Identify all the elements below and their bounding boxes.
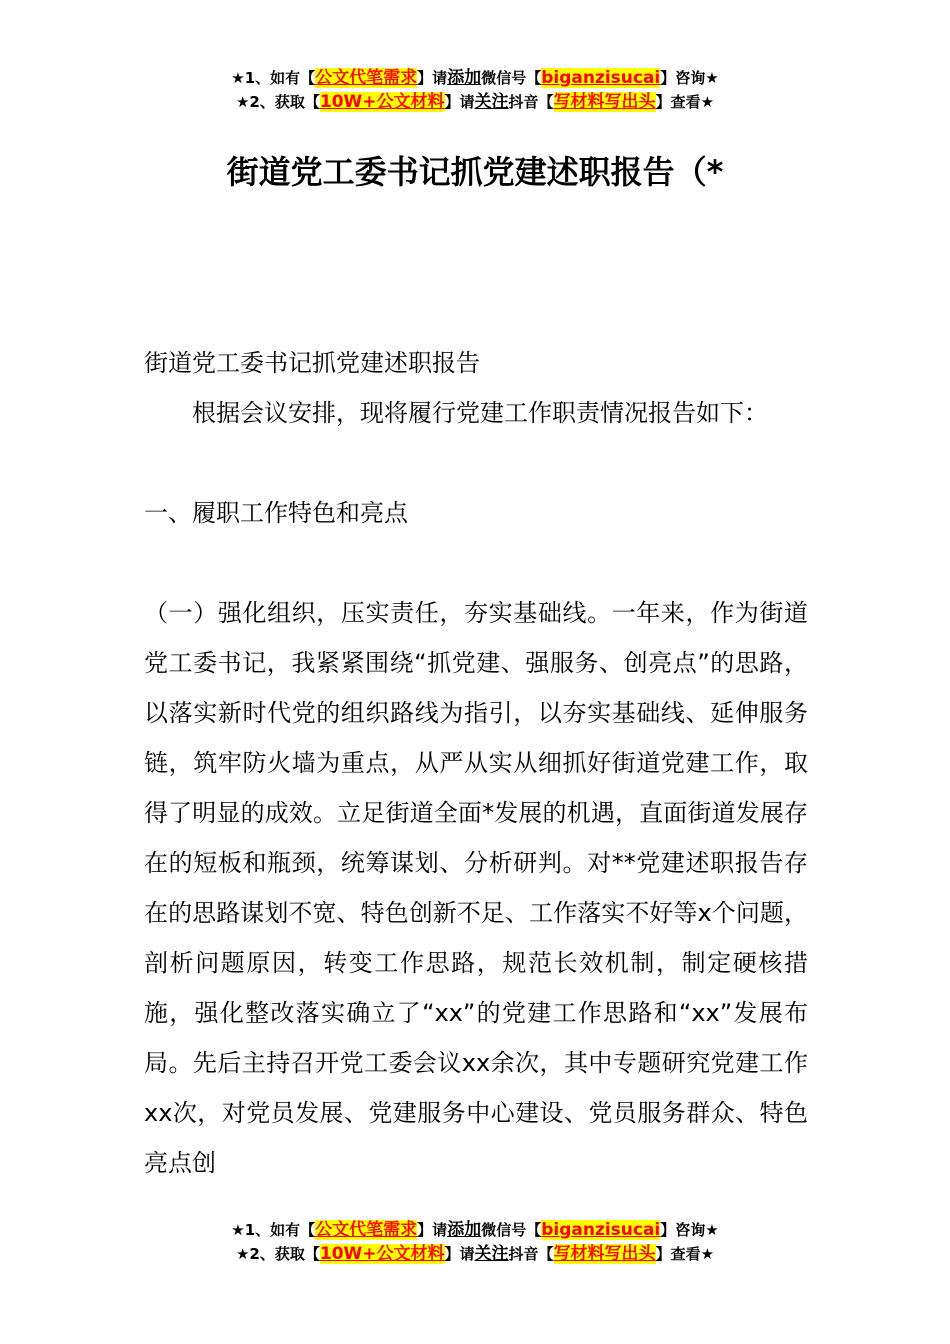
banner-douyin-name: 写材料写出头 xyxy=(553,92,656,112)
section-heading: 一、履职工作特色和亮点 xyxy=(144,499,408,527)
header-banner xyxy=(0,66,950,114)
banner-wechat-id: biganzisucai xyxy=(541,1220,661,1240)
banner-text: 】查看★ xyxy=(655,93,715,111)
banner-text: 】查看★ xyxy=(655,1245,715,1263)
banner-emphasis: 关注 xyxy=(474,92,509,112)
banner-highlight: 公文代笔需求 xyxy=(315,1220,418,1240)
banner-text: 】咨询★ xyxy=(660,69,719,87)
footer-banner-line-2 xyxy=(0,1242,950,1266)
banner-text: ★2、获取【 xyxy=(235,1245,320,1263)
banner-text: 】咨询★ xyxy=(660,1221,719,1239)
banner-text: 抖音【 xyxy=(508,93,554,111)
banner-emphasis: 添加 xyxy=(447,68,482,88)
banner-emphasis: 添加 xyxy=(447,1220,482,1240)
banner-text: 】请 xyxy=(417,69,448,87)
body-paragraph: （一）强化组织，压实责任，夯实基础线。一年来，作为街道党工委书记，我紧紧围绕“抓党建、强服务、创亮点”的思路，以落实新时代党的组织路线为指引，以夯实基础线、延伸服务链，筑牢防火墙为重点，从严从实从细抓好街道党建工作，取得了明显的成效。立足街道全面*发展的机遇，直面街道发展存在的短板和瓶颈，统筹谋划、分析研判。对**党建述职报告存在的思路谋划不宽、特色创新不足、工作落实不好等x个问题，剖析问题原因，转变工作思路，规范长效机制，制定硬核措施，强化整改落实确立了“xx”的党建工作思路和“xx”发展布局。先后主持召开党工委会议xx余次，其中专题研究党建工作xx次，对党员发展、党建服务中心建设、党员服务群众、特色亮点创 xyxy=(144,599,808,1177)
banner-text: 微信号【 xyxy=(481,1221,542,1239)
header-banner-line-2 xyxy=(0,90,950,114)
banner-highlight: 10W+公文材料 xyxy=(319,92,445,112)
footer-banner xyxy=(0,1218,950,1266)
banner-douyin-name: 写材料写出头 xyxy=(553,1244,656,1264)
intro-paragraph: 根据会议安排，现将履行党建工作职责情况报告如下： xyxy=(192,399,768,427)
document-subtitle: 街道党工委书记抓党建述职报告 xyxy=(144,349,480,377)
banner-highlight: 10W+公文材料 xyxy=(319,1244,445,1264)
document-title: 街道党工委书记抓党建述职报告（* xyxy=(226,153,724,191)
banner-text: ★1、如有【 xyxy=(231,1221,316,1239)
banner-text: 】请 xyxy=(444,1245,475,1263)
document-body xyxy=(144,338,808,1188)
banner-emphasis: 关注 xyxy=(474,1244,509,1264)
footer-banner-line-1 xyxy=(0,1218,950,1242)
banner-text: 】请 xyxy=(444,93,475,111)
header-banner-line-1 xyxy=(0,66,950,90)
banner-text: 微信号【 xyxy=(481,69,542,87)
banner-text: ★1、如有【 xyxy=(231,69,316,87)
banner-text: ★2、获取【 xyxy=(235,93,320,111)
banner-wechat-id: biganzisucai xyxy=(541,68,661,88)
banner-highlight: 公文代笔需求 xyxy=(315,68,418,88)
banner-text: 抖音【 xyxy=(508,1245,554,1263)
banner-text: 】请 xyxy=(417,1221,448,1239)
